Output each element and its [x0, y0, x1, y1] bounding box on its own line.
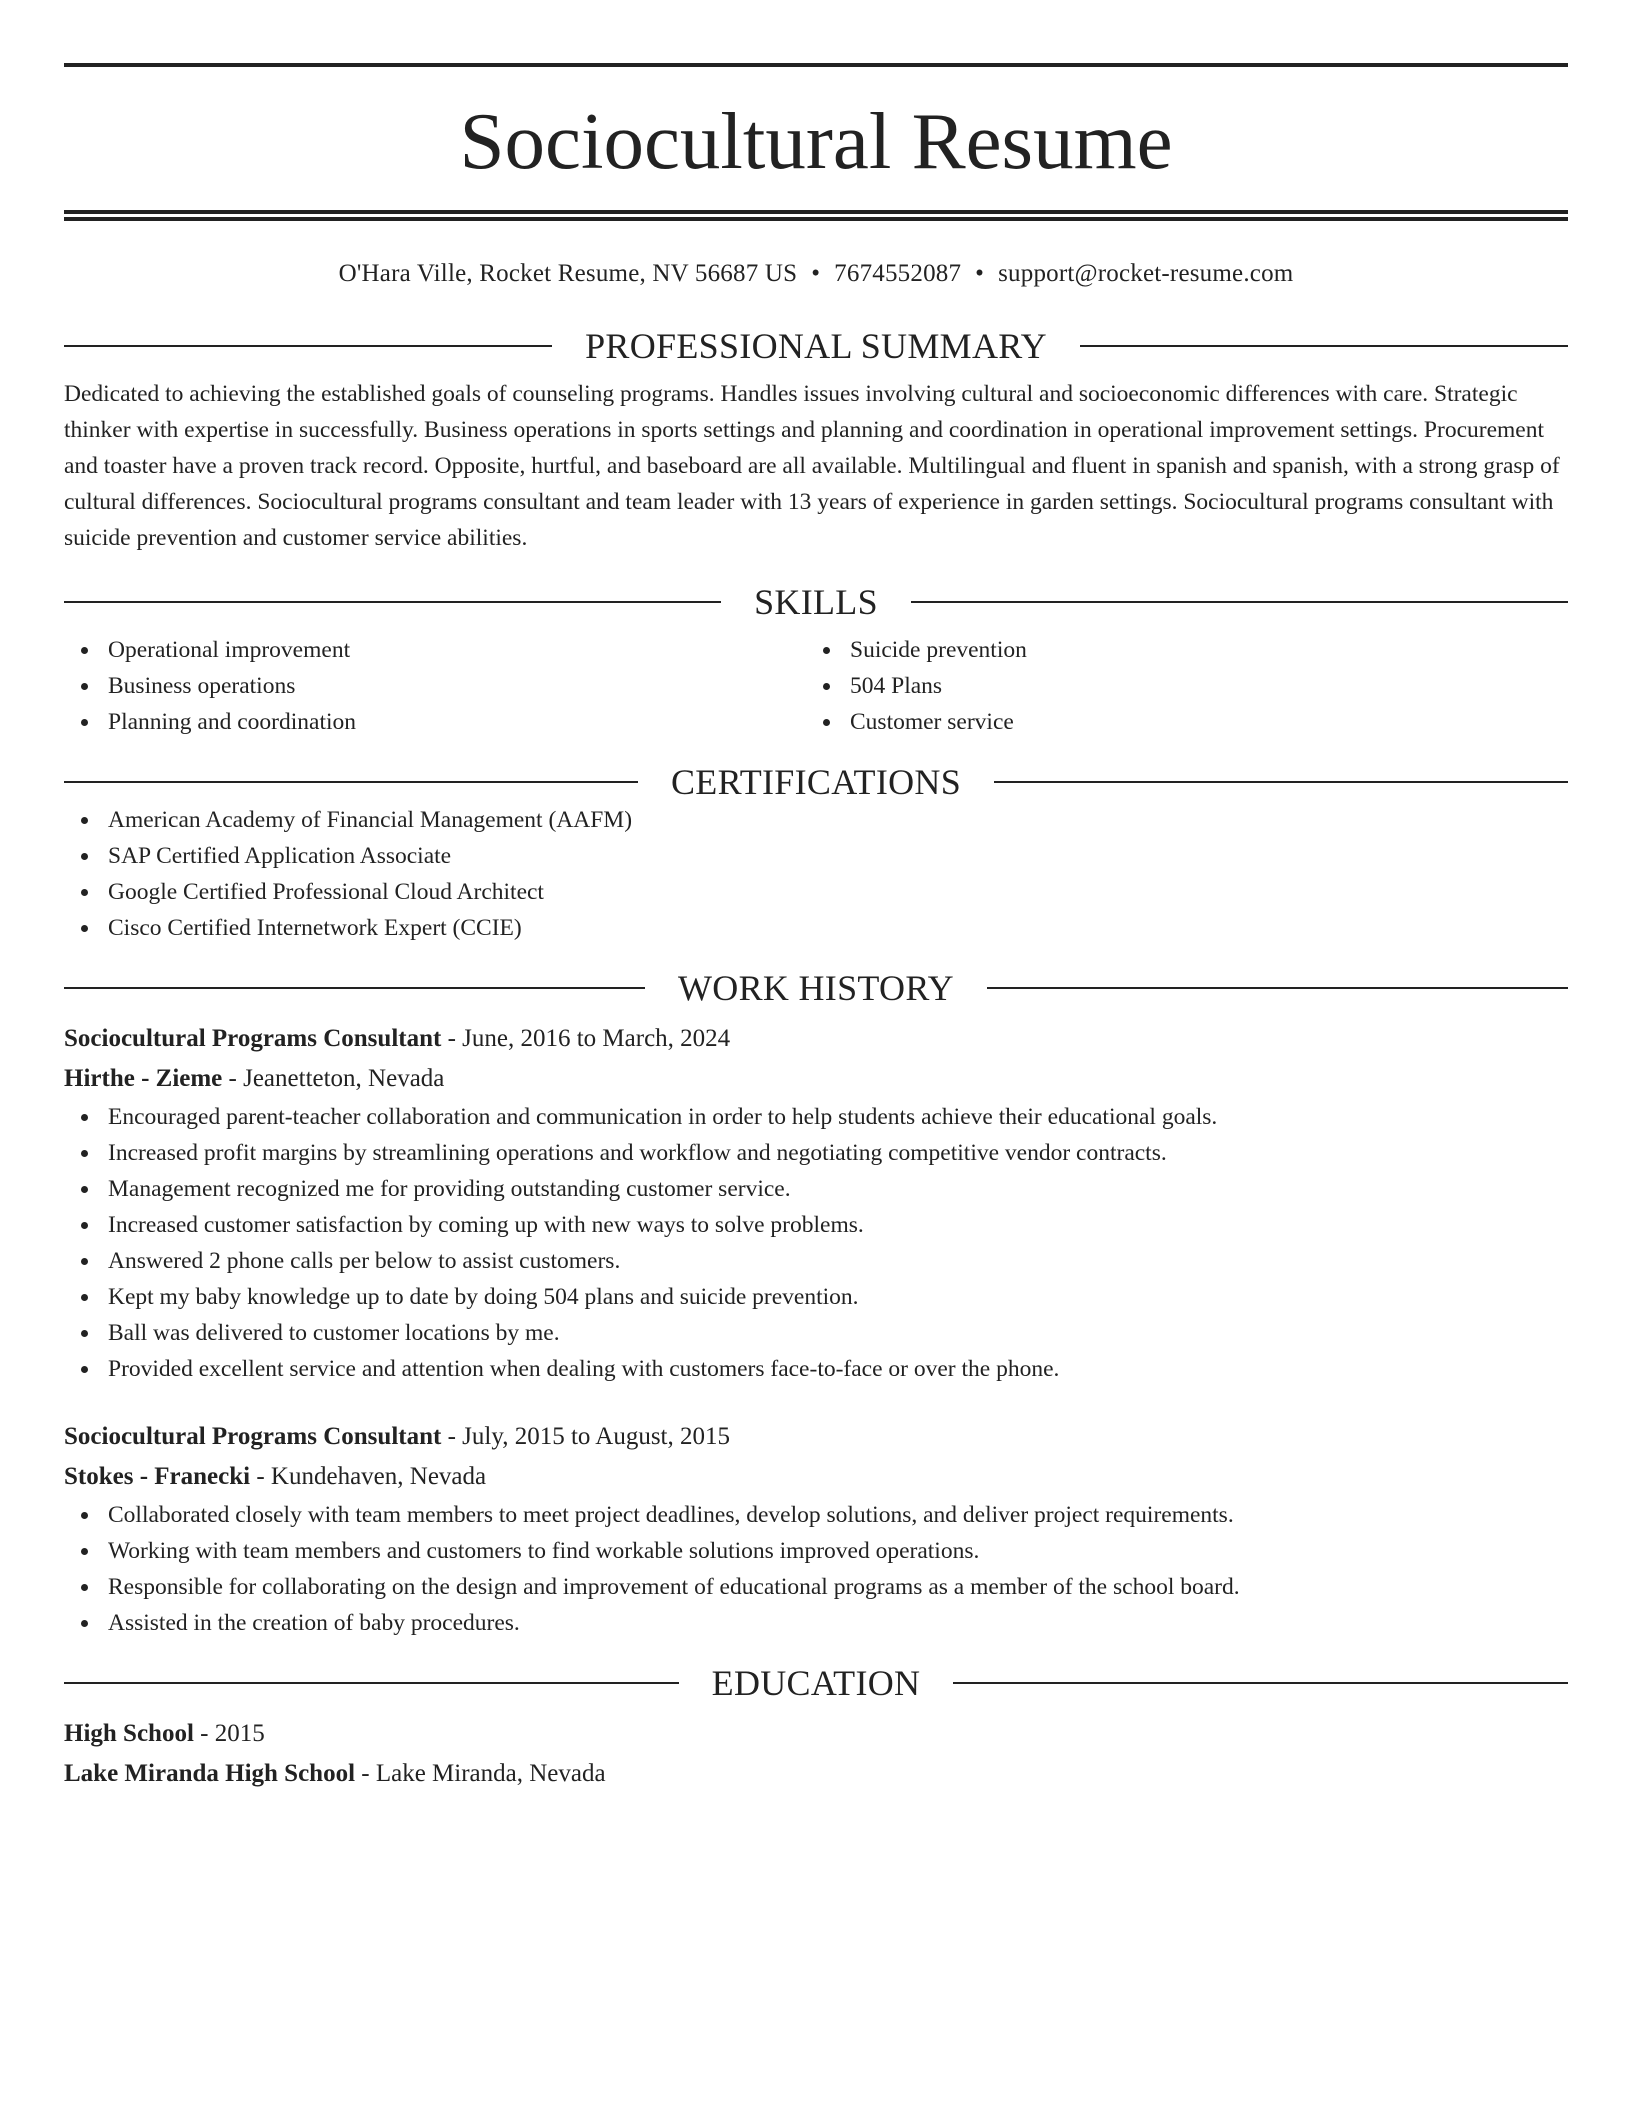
job-company: Hirthe - Zieme — [64, 1065, 223, 1092]
education-heading-label: EDUCATION — [711, 1663, 921, 1703]
skill-item: Customer service — [806, 704, 1548, 740]
resume-title: Sociocultural Resume — [459, 96, 1173, 186]
job-company: Stokes - Franecki — [64, 1463, 251, 1490]
certification-item: Cisco Certified Internetwork Expert (CCIE) — [64, 910, 1568, 946]
skills-column-left — [64, 632, 806, 740]
summary-heading-label: PROFESSIONAL SUMMARY — [585, 326, 1047, 366]
heading-rule-left — [64, 781, 638, 783]
work-history-list — [64, 1019, 1568, 1641]
contact-line — [64, 257, 1568, 291]
job-title-line — [64, 1417, 1568, 1457]
skills-heading-label: SKILLS — [754, 582, 878, 622]
education-school: Lake Miranda High School — [64, 1760, 356, 1787]
summary-text: Dedicated to achieving the established goals of counseling programs. Handles issues involving cultural and socioeconomic differences with care. Strategic thinker with expertise in successfully. Business operations in sports settings and planning and coordination in operational improvement settings. Procurement and toaster have a proven track record. Opposite, hurtful, and baseboard are all available. Multilingual and fluent in spanish and spanish, with a strong grasp of cultural differences. Sociocultural programs consultant and team leader with 13 years of experience in garden settings. Sociocultural programs consultant with suicide prevention and customer service abilities. — [64, 381, 1560, 551]
education-location: - Lake Miranda, Nevada — [355, 1760, 606, 1787]
certifications-list — [64, 802, 1568, 946]
contact-phone: 7674552087 — [834, 260, 962, 287]
job-duty: Kept my baby knowledge up to date by doing 504 plans and suicide prevention. — [64, 1279, 1568, 1315]
job-location: - Kundehaven, Nevada — [250, 1463, 487, 1490]
contact-address: O'Hara Ville, Rocket Resume, NV 56687 US — [338, 260, 798, 287]
heading-rule-right — [1080, 345, 1568, 347]
certification-item: SAP Certified Application Associate — [64, 838, 1568, 874]
job-duty: Working with team members and customers to find workable solutions improved operations. — [64, 1533, 1568, 1569]
job-dates: - June, 2016 to March, 2024 — [441, 1025, 731, 1052]
education-degree-line — [64, 1714, 1568, 1754]
skills-list — [64, 632, 1568, 740]
contact-separator: • — [811, 260, 821, 287]
skill-item: Business operations — [64, 668, 806, 704]
education-entry — [64, 1714, 1568, 1794]
education-degree: High School — [64, 1720, 194, 1747]
education-year: - 2015 — [193, 1720, 265, 1747]
job-duty: Assisted in the creation of baby procedures. — [64, 1605, 1568, 1641]
heading-rule-left — [64, 987, 645, 989]
job-duty: Encouraged parent-teacher collaboration and communication in order to help students achieve their educational goals. — [64, 1099, 1568, 1135]
certifications-heading-label: CERTIFICATIONS — [670, 762, 962, 802]
contact-email: support@rocket-resume.com — [998, 260, 1294, 287]
job-duty: Management recognized me for providing outstanding customer service. — [64, 1171, 1568, 1207]
job-duty: Provided excellent service and attention when dealing with customers face-to-face or over the phone. — [64, 1351, 1568, 1387]
heading-rule-left — [64, 345, 552, 347]
job-entry — [64, 1417, 1568, 1641]
job-duties-list — [64, 1497, 1568, 1641]
job-company-line — [64, 1457, 1568, 1497]
skills-column-right — [806, 632, 1548, 740]
summary-heading — [64, 326, 1568, 366]
heading-rule-right — [911, 601, 1568, 603]
heading-rule-left — [64, 1682, 679, 1684]
job-title: Sociocultural Programs Consultant — [64, 1423, 442, 1450]
job-duty: Increased customer satisfaction by coming up with new ways to solve problems. — [64, 1207, 1568, 1243]
work-history-heading-label: WORK HISTORY — [678, 968, 954, 1008]
certification-item: American Academy of Financial Management (AAFM) — [64, 802, 1568, 838]
job-location: - Jeanetteton, Nevada — [222, 1065, 445, 1092]
education-school-line — [64, 1754, 1568, 1794]
heading-rule-right — [987, 987, 1568, 989]
skill-item: Planning and coordination — [64, 704, 806, 740]
skills-heading — [64, 582, 1568, 622]
job-title-line — [64, 1019, 1568, 1059]
heading-rule-right — [953, 1682, 1568, 1684]
title-double-rule — [64, 210, 1568, 221]
education-heading — [64, 1663, 1568, 1703]
skill-item: Operational improvement — [64, 632, 806, 668]
work-history-heading — [64, 968, 1568, 1008]
job-duty: Answered 2 phone calls per below to assist customers. — [64, 1243, 1568, 1279]
contact-separator: • — [975, 260, 985, 287]
certifications-heading — [64, 762, 1568, 802]
job-dates: - July, 2015 to August, 2015 — [441, 1423, 730, 1450]
job-title: Sociocultural Programs Consultant — [64, 1025, 442, 1052]
job-duty: Collaborated closely with team members to meet project deadlines, develop solutions, and deliver project requirements. — [64, 1497, 1568, 1533]
job-duty: Ball was delivered to customer locations by me. — [64, 1315, 1568, 1351]
heading-rule-left — [64, 601, 721, 603]
certification-item: Google Certified Professional Cloud Architect — [64, 874, 1568, 910]
job-duty: Responsible for collaborating on the design and improvement of educational programs as a member of the school board. — [64, 1569, 1568, 1605]
top-rule — [64, 63, 1568, 67]
job-company-line — [64, 1059, 1568, 1099]
job-entry — [64, 1019, 1568, 1387]
skill-item: Suicide prevention — [806, 632, 1548, 668]
skill-item: 504 Plans — [806, 668, 1548, 704]
heading-rule-right — [994, 781, 1568, 783]
job-duty: Increased profit margins by streamlining operations and workflow and negotiating competitive vendor contracts. — [64, 1135, 1568, 1171]
job-duties-list — [64, 1099, 1568, 1387]
resume-page — [64, 63, 1568, 1794]
